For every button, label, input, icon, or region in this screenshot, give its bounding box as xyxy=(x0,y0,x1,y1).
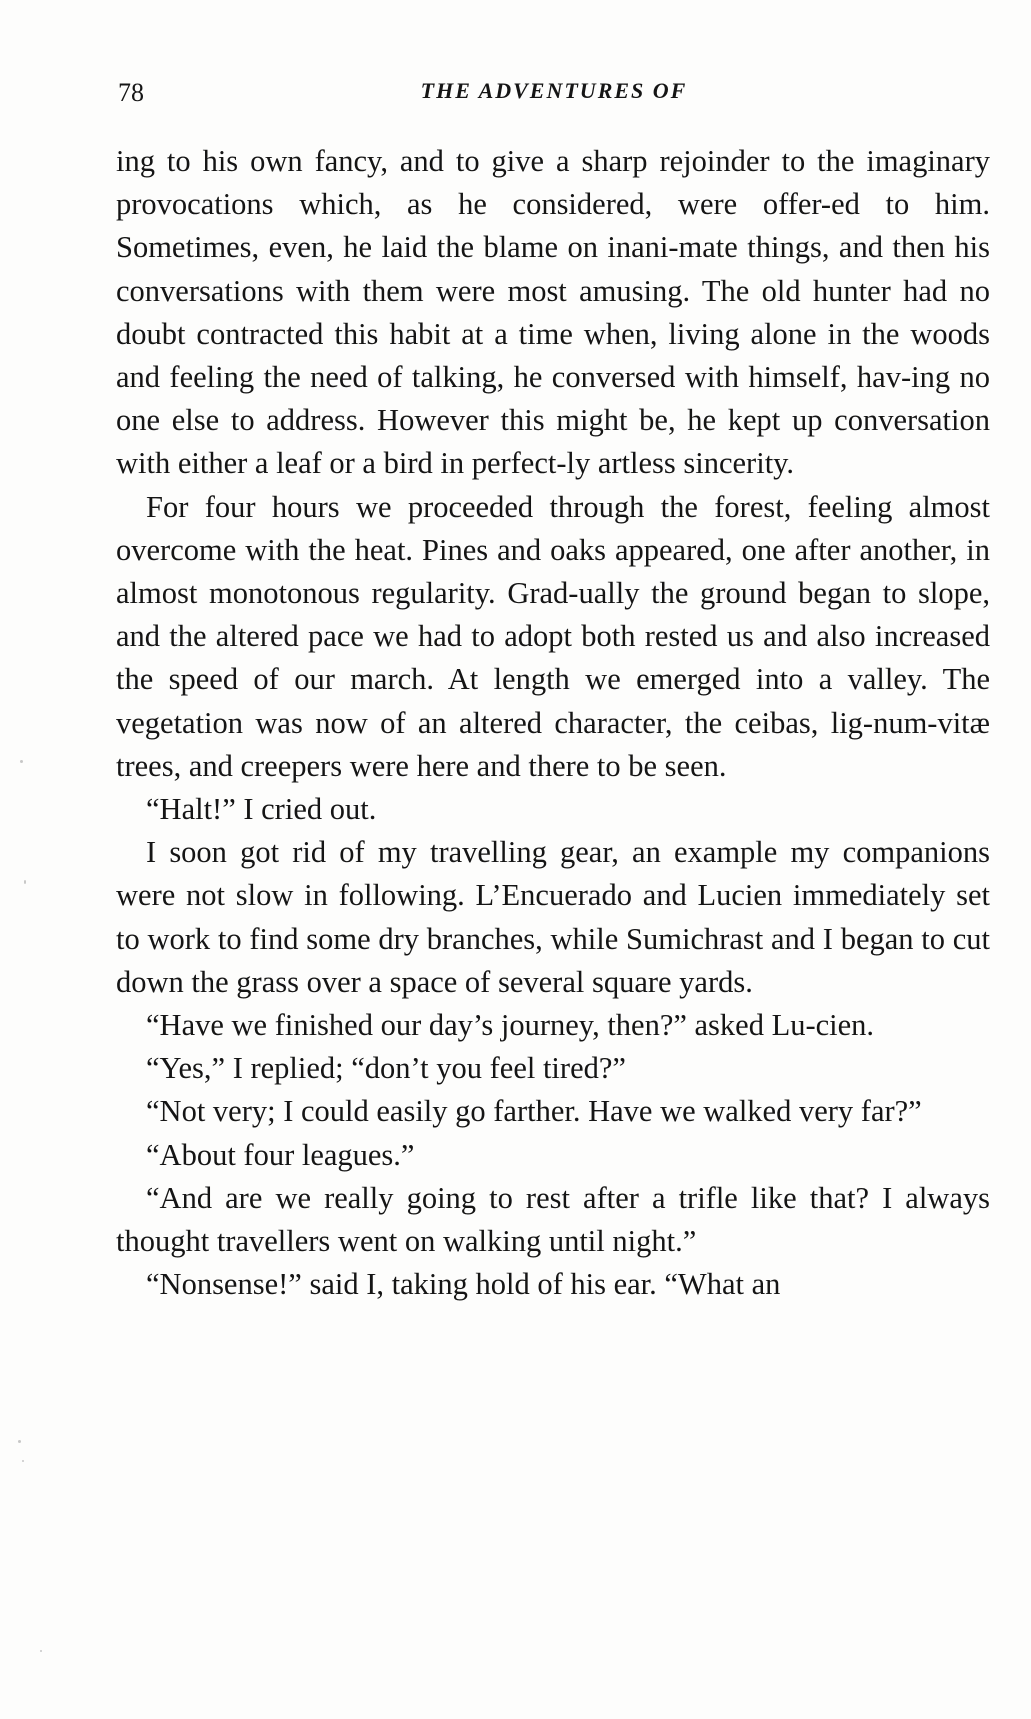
paragraph: “Have we finished our day’s journey, then?” asked Lu-cien. xyxy=(146,1008,875,1043)
paragraph: For four hours we proceeded through the forest, feeling almost overcome with the heat. Pines and oaks appeared, one after another, in almost monotonous regularity. Grad-ually the ground began to slope, and the altered pace we had to adopt both rested us and also increased the speed of our march. At length we emerged into a valley. The vegetation was now of an altered character, the ceibas, lig-num-vitæ trees, and creepers were here and there to be seen. xyxy=(116,489,990,783)
paragraph: I soon got rid of my travelling gear, an example my companions were not slow in following. L’Encuerado and Lucien immediately set to work to find some dry branches, while Sumichrast and I began to cut down the grass over a space of several square yards. xyxy=(116,835,990,999)
paragraph: “Nonsense!” said I, taking hold of his ear. “What an xyxy=(146,1267,781,1302)
paragraph: “And are we really going to rest after a trifle like that? I always thought travellers went on walking until night.” xyxy=(116,1180,990,1259)
running-title: THE ADVENTURES OF xyxy=(420,78,688,103)
scan-speck xyxy=(20,760,23,763)
page-header xyxy=(118,78,990,112)
scan-speck xyxy=(18,1440,21,1443)
paragraph: “About four leagues.” xyxy=(146,1137,415,1172)
scan-speck xyxy=(40,1650,42,1652)
paragraph: “Halt!” I cried out. xyxy=(146,792,377,827)
scan-speck xyxy=(24,880,26,884)
scan-speck xyxy=(22,1460,24,1462)
paragraph: “Not very; I could easily go farther. Have we walked very far?” xyxy=(146,1094,922,1129)
body-text xyxy=(116,140,990,1306)
paragraph: “Yes,” I replied; “don’t you feel tired?” xyxy=(146,1051,626,1086)
paragraph: ing to his own fancy, and to give a sharp rejoinder to the imaginary provocations which, as he considered, were offer-ed to him. Sometimes, even, he laid the blame on inani-mate things, and then his conversations with them were most amusing. The old hunter had no doubt contracted this habit at a time when, living alone in the woods and feeling the need of talking, he conversed with himself, hav-ing no one else to address. However this might be, he kept up conversation with either a leaf or a bird in perfect-ly artless sincerity. xyxy=(116,144,990,481)
page-number: 78 xyxy=(118,78,144,107)
